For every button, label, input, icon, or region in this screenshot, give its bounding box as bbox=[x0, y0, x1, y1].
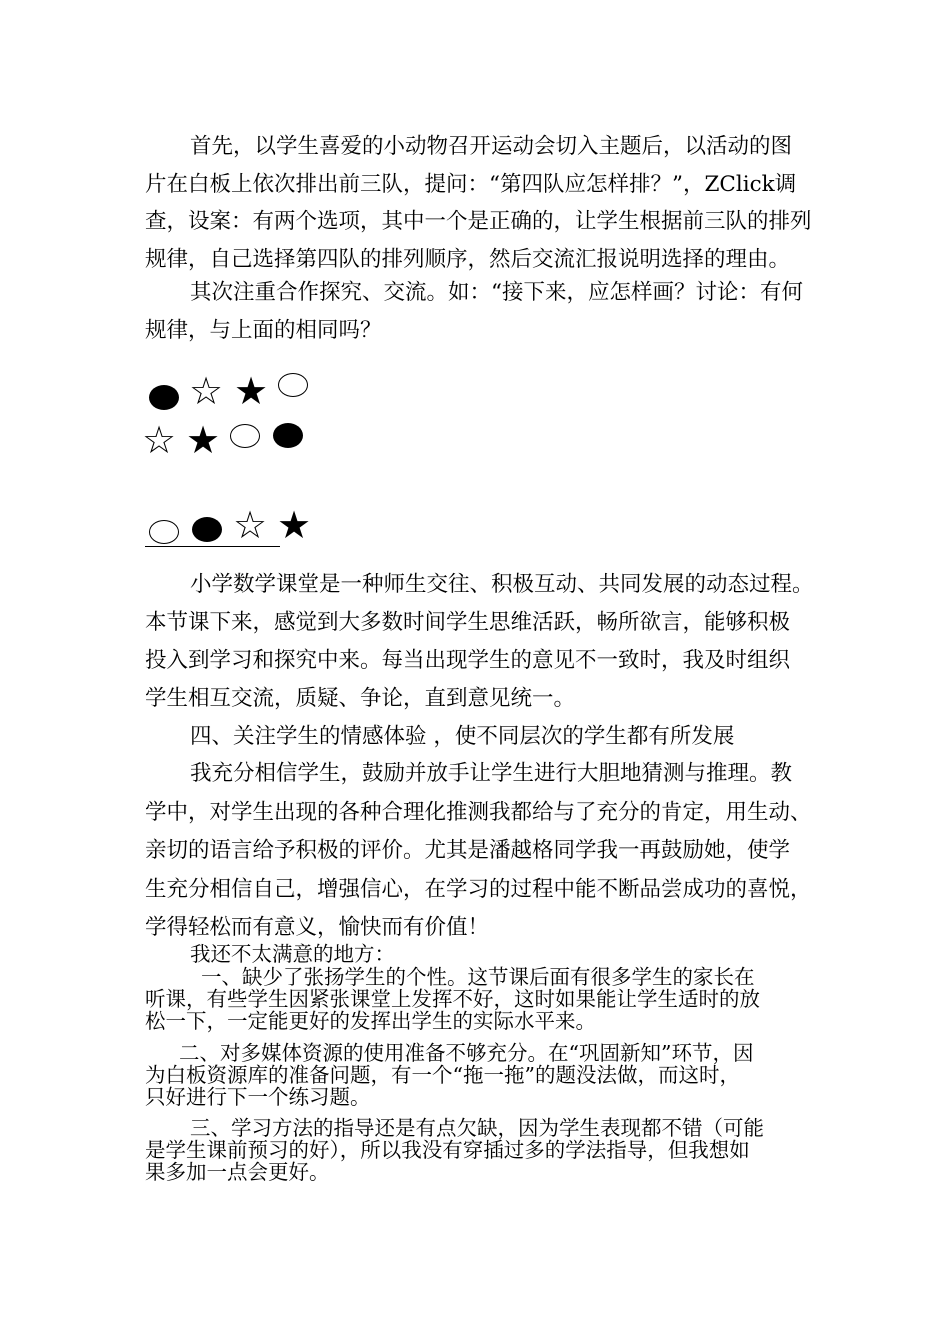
text-line: 我还不太满意的地方： bbox=[190, 942, 395, 966]
text-line: 规律，与上面的相同吗？ bbox=[145, 317, 382, 343]
filled-oval-icon bbox=[273, 423, 303, 448]
outline-oval-icon bbox=[230, 424, 260, 448]
text-line: 其次注重合作探究、交流。如：“接下来，应怎样画？讨论：有何 bbox=[190, 280, 803, 305]
text-line: 我充分相信学生，鼓励并放手让学生进行大胆地猜测与推理。教 bbox=[190, 761, 793, 786]
outline-oval-icon bbox=[149, 520, 179, 544]
text-line: 二、对多媒体资源的使用准备不够充分。在“巩固新知”环节，因 bbox=[179, 1041, 754, 1065]
paragraph-intro bbox=[145, 128, 825, 278]
text-line: 查，设案：有两个选项，其中一个是正确的，让学生根据前三队的排列 bbox=[145, 209, 812, 234]
outline-star-icon: ☆ bbox=[233, 503, 268, 547]
text-line: 松一下，一定能更好的发挥出学生的实际水平来。 bbox=[145, 1009, 596, 1033]
filled-star-icon: ★ bbox=[277, 503, 312, 547]
text-line: 只好进行下一个练习题。 bbox=[145, 1085, 371, 1109]
text-line: 本节课下来，感觉到大多数时间学生思维活跃，畅所欲言，能够积极 bbox=[145, 610, 791, 635]
text-line: 首先，以学生喜爱的小动物召开运动会切入主题后，以活动的图 bbox=[190, 134, 793, 159]
text-line: 果多加一点会更好。 bbox=[145, 1160, 330, 1184]
answer-blank-line bbox=[145, 546, 280, 547]
paragraph-dissatisfaction-intro bbox=[145, 943, 825, 965]
paragraph-shortcoming-3 bbox=[145, 1117, 825, 1183]
text-line: 小学数学课堂是一种师生交往、积极互动、共同发展的动态过程。 bbox=[190, 572, 814, 597]
outline-star-icon: ☆ bbox=[142, 418, 177, 462]
text-line: 三、学习方法的指导还是有点欠缺，因为学生表现都不错（可能 bbox=[190, 1116, 764, 1140]
text-line: 听课，有些学生因紧张课堂上发挥不好，这时如果能让学生适时的放 bbox=[145, 987, 760, 1011]
text-line: 学生相互交流，质疑、争论，直到意见统一。 bbox=[145, 686, 576, 711]
paragraph-classroom bbox=[145, 566, 825, 718]
filled-star-icon: ★ bbox=[234, 369, 269, 413]
text-line: 学得轻松而有意义，愉快而有价值！ bbox=[145, 915, 490, 940]
text-line: 生充分相信自己，增强信心，在学习的过程中能不断品尝成功的喜悦， bbox=[145, 876, 812, 902]
section-heading-4 bbox=[145, 718, 825, 756]
text-line: 是学生课前预习的好），所以我没有穿插过多的学法指导，但我想如 bbox=[145, 1138, 750, 1162]
text-line: 四、关注学生的情感体验 ，使不同层次的学生都有所发展 bbox=[190, 724, 735, 749]
text-line: 亲切的语言给予积极的评价。尤其是潘越格同学我一再鼓励她，使学 bbox=[145, 838, 791, 863]
paragraph-encouragement bbox=[145, 755, 825, 948]
text-line: 投入到学习和探究中来。每当出现学生的意见不一致时，我及时组织 bbox=[145, 648, 791, 673]
paragraph-shortcoming-2 bbox=[145, 1042, 825, 1108]
filled-star-icon: ★ bbox=[186, 418, 221, 462]
paragraph-shortcoming-1 bbox=[145, 966, 825, 1032]
paragraph-cooperation bbox=[145, 274, 825, 349]
text-line: 片在白板上依次排出前三队，提问：“第四队应怎样排？”，ZClick调 bbox=[145, 171, 797, 197]
text-line: 一、缺少了张扬学生的个性。这节课后面有很多学生的家长在 bbox=[201, 965, 755, 989]
text-line: 规律，自己选择第四队的排列顺序，然后交流汇报说明选择的理由。 bbox=[145, 246, 791, 272]
filled-oval-icon bbox=[149, 385, 179, 410]
text-line: 为白板资源库的准备问题，有一个“拖一拖”的题没法做，而这时， bbox=[145, 1063, 740, 1087]
outline-oval-icon bbox=[278, 373, 308, 397]
text-line: 学中，对学生出现的各种合理化推测我都给与了充分的肯定，用生动、 bbox=[145, 799, 812, 825]
outline-star-icon: ☆ bbox=[189, 369, 224, 413]
filled-oval-icon bbox=[192, 517, 222, 542]
